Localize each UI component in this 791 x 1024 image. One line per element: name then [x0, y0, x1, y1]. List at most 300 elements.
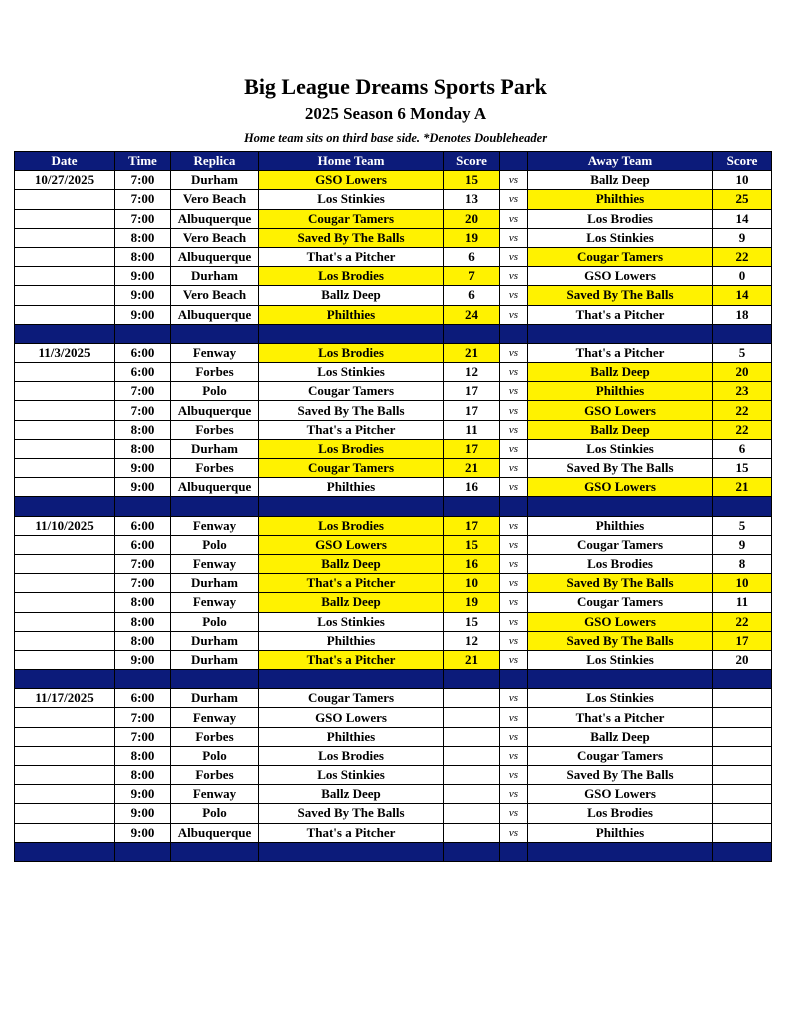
replica-cell: Forbes — [171, 459, 259, 478]
game-row — [15, 305, 772, 324]
date-cell — [15, 382, 115, 401]
away-score-cell — [713, 689, 772, 708]
game-row — [15, 382, 772, 401]
replica-cell: Albuquerque — [171, 401, 259, 420]
away-team-cell: Los Brodies — [528, 554, 713, 573]
away-score-cell: 6 — [713, 439, 772, 458]
game-row — [15, 228, 772, 247]
home-score-cell: 16 — [444, 554, 500, 573]
home-team-cell: Cougar Tamers — [259, 459, 444, 478]
away-score-cell: 11 — [713, 593, 772, 612]
date-cell — [15, 823, 115, 842]
separator-cell — [115, 670, 171, 689]
vs-label: vs — [500, 190, 528, 209]
replica-cell: Albuquerque — [171, 823, 259, 842]
home-score-cell — [444, 785, 500, 804]
home-score-cell: 15 — [444, 612, 500, 631]
replica-cell: Forbes — [171, 727, 259, 746]
time-cell: 9:00 — [115, 459, 171, 478]
away-team-cell: Saved By The Balls — [528, 631, 713, 650]
date-cell — [15, 363, 115, 382]
game-row — [15, 746, 772, 765]
time-cell: 8:00 — [115, 228, 171, 247]
home-score-cell: 6 — [444, 286, 500, 305]
home-team-cell: Cougar Tamers — [259, 689, 444, 708]
game-row — [15, 171, 772, 190]
home-team-cell: Ballz Deep — [259, 785, 444, 804]
schedule-body — [15, 171, 772, 862]
home-score-cell: 12 — [444, 631, 500, 650]
vs-label: vs — [500, 535, 528, 554]
away-team-cell: Cougar Tamers — [528, 746, 713, 765]
away-score-cell — [713, 823, 772, 842]
home-score-cell — [444, 689, 500, 708]
date-cell — [15, 267, 115, 286]
away-score-cell: 22 — [713, 612, 772, 631]
time-cell: 9:00 — [115, 823, 171, 842]
away-team-cell: Ballz Deep — [528, 171, 713, 190]
home-team-cell: Saved By The Balls — [259, 228, 444, 247]
home-score-cell: 11 — [444, 420, 500, 439]
time-cell: 8:00 — [115, 593, 171, 612]
date-cell — [15, 535, 115, 554]
vs-label: vs — [500, 420, 528, 439]
time-cell: 7:00 — [115, 209, 171, 228]
away-score-cell: 10 — [713, 574, 772, 593]
separator-cell — [444, 324, 500, 343]
replica-cell: Vero Beach — [171, 286, 259, 305]
home-score-cell — [444, 823, 500, 842]
date-cell — [15, 286, 115, 305]
separator-cell — [528, 497, 713, 516]
away-score-cell: 8 — [713, 554, 772, 573]
time-cell: 7:00 — [115, 190, 171, 209]
date-cell — [15, 612, 115, 631]
away-team-cell: GSO Lowers — [528, 401, 713, 420]
time-cell: 8:00 — [115, 439, 171, 458]
away-team-cell: GSO Lowers — [528, 267, 713, 286]
col-header-date: Date — [15, 152, 115, 171]
date-cell — [15, 631, 115, 650]
vs-label: vs — [500, 708, 528, 727]
home-team-cell: GSO Lowers — [259, 708, 444, 727]
time-cell: 7:00 — [115, 382, 171, 401]
date-cell — [15, 401, 115, 420]
home-team-cell: GSO Lowers — [259, 171, 444, 190]
home-score-cell — [444, 746, 500, 765]
away-team-cell: GSO Lowers — [528, 612, 713, 631]
separator-cell — [259, 497, 444, 516]
replica-cell: Fenway — [171, 343, 259, 362]
home-score-cell: 21 — [444, 459, 500, 478]
replica-cell: Durham — [171, 267, 259, 286]
separator-cell — [500, 497, 528, 516]
replica-cell: Fenway — [171, 708, 259, 727]
separator-cell — [259, 324, 444, 343]
replica-cell: Albuquerque — [171, 305, 259, 324]
away-team-cell: Ballz Deep — [528, 420, 713, 439]
game-row — [15, 804, 772, 823]
replica-cell: Polo — [171, 804, 259, 823]
separator-cell — [444, 497, 500, 516]
replica-cell: Forbes — [171, 420, 259, 439]
home-team-cell: Saved By The Balls — [259, 804, 444, 823]
away-team-cell: Saved By The Balls — [528, 459, 713, 478]
vs-label: vs — [500, 343, 528, 362]
time-cell: 9:00 — [115, 305, 171, 324]
separator-cell — [115, 842, 171, 861]
replica-cell: Durham — [171, 650, 259, 669]
vs-label: vs — [500, 439, 528, 458]
away-score-cell — [713, 708, 772, 727]
home-score-cell: 12 — [444, 363, 500, 382]
week-separator-row — [15, 324, 772, 343]
date-cell — [15, 420, 115, 439]
game-row — [15, 401, 772, 420]
home-score-cell: 6 — [444, 247, 500, 266]
replica-cell: Durham — [171, 631, 259, 650]
time-cell: 9:00 — [115, 286, 171, 305]
time-cell: 9:00 — [115, 267, 171, 286]
vs-label: vs — [500, 209, 528, 228]
home-score-cell: 17 — [444, 439, 500, 458]
away-team-cell: That's a Pitcher — [528, 708, 713, 727]
away-team-cell: Los Stinkies — [528, 689, 713, 708]
date-cell — [15, 746, 115, 765]
separator-cell — [528, 670, 713, 689]
away-score-cell: 22 — [713, 247, 772, 266]
game-row — [15, 631, 772, 650]
separator-cell — [500, 324, 528, 343]
home-team-cell: Los Brodies — [259, 516, 444, 535]
separator-cell — [713, 324, 772, 343]
time-cell: 9:00 — [115, 785, 171, 804]
date-cell — [15, 247, 115, 266]
home-team-cell: Los Stinkies — [259, 766, 444, 785]
game-row — [15, 478, 772, 497]
away-score-cell: 17 — [713, 631, 772, 650]
separator-cell — [171, 842, 259, 861]
time-cell: 7:00 — [115, 708, 171, 727]
vs-label: vs — [500, 554, 528, 573]
away-score-cell: 21 — [713, 478, 772, 497]
game-row — [15, 612, 772, 631]
date-cell — [15, 708, 115, 727]
home-score-cell: 7 — [444, 267, 500, 286]
game-row — [15, 363, 772, 382]
home-score-cell — [444, 727, 500, 746]
time-cell: 8:00 — [115, 247, 171, 266]
vs-label: vs — [500, 785, 528, 804]
time-cell: 6:00 — [115, 535, 171, 554]
home-score-cell: 17 — [444, 382, 500, 401]
home-team-cell: Los Stinkies — [259, 612, 444, 631]
away-score-cell: 14 — [713, 209, 772, 228]
home-team-cell: Philthies — [259, 478, 444, 497]
away-score-cell: 20 — [713, 650, 772, 669]
time-cell: 6:00 — [115, 363, 171, 382]
away-team-cell: Cougar Tamers — [528, 247, 713, 266]
separator-cell — [171, 324, 259, 343]
game-row — [15, 439, 772, 458]
col-header-away-team: Away Team — [528, 152, 713, 171]
time-cell: 8:00 — [115, 612, 171, 631]
game-row — [15, 343, 772, 362]
time-cell: 6:00 — [115, 343, 171, 362]
game-row — [15, 535, 772, 554]
separator-cell — [115, 497, 171, 516]
home-score-cell: 17 — [444, 516, 500, 535]
home-score-cell: 17 — [444, 401, 500, 420]
away-score-cell — [713, 746, 772, 765]
date-cell — [15, 593, 115, 612]
home-team-cell: Ballz Deep — [259, 286, 444, 305]
vs-label: vs — [500, 823, 528, 842]
away-team-cell: Ballz Deep — [528, 363, 713, 382]
date-cell — [15, 727, 115, 746]
home-team-cell: That's a Pitcher — [259, 420, 444, 439]
vs-label: vs — [500, 593, 528, 612]
replica-cell: Fenway — [171, 593, 259, 612]
home-team-cell: Los Brodies — [259, 267, 444, 286]
home-score-cell: 19 — [444, 228, 500, 247]
home-team-cell: Los Brodies — [259, 343, 444, 362]
game-row — [15, 267, 772, 286]
replica-cell: Durham — [171, 689, 259, 708]
separator-cell — [15, 842, 115, 861]
away-score-cell: 14 — [713, 286, 772, 305]
separator-cell — [259, 670, 444, 689]
away-score-cell: 5 — [713, 343, 772, 362]
home-team-cell: Cougar Tamers — [259, 209, 444, 228]
home-team-cell: Philthies — [259, 727, 444, 746]
game-row — [15, 247, 772, 266]
separator-cell — [528, 324, 713, 343]
col-header-away-score: Score — [713, 152, 772, 171]
vs-label: vs — [500, 286, 528, 305]
away-team-cell: Saved By The Balls — [528, 574, 713, 593]
date-cell: 10/27/2025 — [15, 171, 115, 190]
replica-cell: Polo — [171, 612, 259, 631]
home-team-cell: Los Brodies — [259, 746, 444, 765]
time-cell: 8:00 — [115, 746, 171, 765]
col-header-replica: Replica — [171, 152, 259, 171]
away-team-cell: Saved By The Balls — [528, 766, 713, 785]
week-separator-row — [15, 497, 772, 516]
away-team-cell: Cougar Tamers — [528, 535, 713, 554]
game-row — [15, 420, 772, 439]
home-score-cell: 21 — [444, 343, 500, 362]
game-row — [15, 516, 772, 535]
home-team-cell: Ballz Deep — [259, 593, 444, 612]
time-cell: 7:00 — [115, 727, 171, 746]
away-team-cell: That's a Pitcher — [528, 305, 713, 324]
away-score-cell: 22 — [713, 420, 772, 439]
away-team-cell: Philthies — [528, 516, 713, 535]
vs-label: vs — [500, 516, 528, 535]
vs-label: vs — [500, 247, 528, 266]
away-team-cell: GSO Lowers — [528, 478, 713, 497]
replica-cell: Forbes — [171, 766, 259, 785]
vs-label: vs — [500, 267, 528, 286]
away-score-cell: 18 — [713, 305, 772, 324]
date-cell — [15, 574, 115, 593]
home-team-cell: That's a Pitcher — [259, 823, 444, 842]
home-score-cell: 13 — [444, 190, 500, 209]
game-row — [15, 190, 772, 209]
away-team-cell: Cougar Tamers — [528, 593, 713, 612]
date-cell: 11/17/2025 — [15, 689, 115, 708]
away-score-cell: 9 — [713, 535, 772, 554]
vs-label: vs — [500, 650, 528, 669]
replica-cell: Albuquerque — [171, 247, 259, 266]
replica-cell: Vero Beach — [171, 190, 259, 209]
away-team-cell: Ballz Deep — [528, 727, 713, 746]
replica-cell: Polo — [171, 746, 259, 765]
col-header-home-score: Score — [444, 152, 500, 171]
replica-cell: Albuquerque — [171, 478, 259, 497]
away-score-cell: 10 — [713, 171, 772, 190]
home-score-cell — [444, 766, 500, 785]
home-team-cell: Los Stinkies — [259, 363, 444, 382]
time-cell: 9:00 — [115, 650, 171, 669]
separator-cell — [500, 842, 528, 861]
away-team-cell: Los Brodies — [528, 804, 713, 823]
game-row — [15, 554, 772, 573]
game-row — [15, 209, 772, 228]
vs-label: vs — [500, 804, 528, 823]
home-team-cell: Cougar Tamers — [259, 382, 444, 401]
home-team-cell: Los Brodies — [259, 439, 444, 458]
home-team-cell: Los Stinkies — [259, 190, 444, 209]
game-row — [15, 593, 772, 612]
replica-cell: Durham — [171, 439, 259, 458]
away-score-cell: 23 — [713, 382, 772, 401]
game-row — [15, 650, 772, 669]
separator-cell — [115, 324, 171, 343]
time-cell: 8:00 — [115, 631, 171, 650]
home-score-cell: 20 — [444, 209, 500, 228]
away-score-cell — [713, 785, 772, 804]
date-cell — [15, 190, 115, 209]
separator-cell — [444, 670, 500, 689]
date-cell — [15, 478, 115, 497]
away-score-cell: 20 — [713, 363, 772, 382]
home-team-cell: Philthies — [259, 305, 444, 324]
away-team-cell: Los Stinkies — [528, 650, 713, 669]
replica-cell: Fenway — [171, 785, 259, 804]
schedule-table — [14, 151, 772, 862]
home-team-cell: That's a Pitcher — [259, 247, 444, 266]
home-score-cell — [444, 708, 500, 727]
away-team-cell: That's a Pitcher — [528, 343, 713, 362]
replica-cell: Durham — [171, 574, 259, 593]
vs-label: vs — [500, 401, 528, 420]
date-cell — [15, 785, 115, 804]
date-cell — [15, 554, 115, 573]
time-cell: 7:00 — [115, 401, 171, 420]
separator-cell — [713, 670, 772, 689]
home-score-cell: 21 — [444, 650, 500, 669]
home-score-cell: 24 — [444, 305, 500, 324]
home-score-cell: 19 — [444, 593, 500, 612]
separator-cell — [500, 670, 528, 689]
vs-label: vs — [500, 363, 528, 382]
game-row — [15, 785, 772, 804]
separator-cell — [713, 497, 772, 516]
home-score-cell: 16 — [444, 478, 500, 497]
header-row — [15, 152, 772, 171]
home-team-cell: That's a Pitcher — [259, 574, 444, 593]
home-team-cell: That's a Pitcher — [259, 650, 444, 669]
vs-label: vs — [500, 574, 528, 593]
page-subtitle: 2025 Season 6 Monday A — [304, 104, 487, 123]
week-separator-row — [15, 670, 772, 689]
game-row — [15, 823, 772, 842]
vs-label: vs — [500, 171, 528, 190]
replica-cell: Fenway — [171, 516, 259, 535]
away-score-cell: 0 — [713, 267, 772, 286]
home-score-cell: 10 — [444, 574, 500, 593]
time-cell: 8:00 — [115, 766, 171, 785]
away-team-cell: Philthies — [528, 823, 713, 842]
away-team-cell: Philthies — [528, 382, 713, 401]
date-cell — [15, 439, 115, 458]
vs-label: vs — [500, 727, 528, 746]
separator-cell — [15, 497, 115, 516]
separator-cell — [15, 670, 115, 689]
game-row — [15, 727, 772, 746]
separator-cell — [259, 842, 444, 861]
home-team-cell: Ballz Deep — [259, 554, 444, 573]
vs-label: vs — [500, 305, 528, 324]
separator-cell — [713, 842, 772, 861]
away-team-cell: GSO Lowers — [528, 785, 713, 804]
date-cell — [15, 804, 115, 823]
replica-cell: Forbes — [171, 363, 259, 382]
game-row — [15, 286, 772, 305]
away-team-cell: Los Brodies — [528, 209, 713, 228]
vs-label: vs — [500, 746, 528, 765]
away-team-cell: Saved By The Balls — [528, 286, 713, 305]
replica-cell: Polo — [171, 535, 259, 554]
vs-label: vs — [500, 478, 528, 497]
away-score-cell: 5 — [713, 516, 772, 535]
col-header-time: Time — [115, 152, 171, 171]
game-row — [15, 459, 772, 478]
vs-label: vs — [500, 631, 528, 650]
date-cell — [15, 650, 115, 669]
vs-label: vs — [500, 459, 528, 478]
game-row — [15, 689, 772, 708]
home-team-cell: Saved By The Balls — [259, 401, 444, 420]
separator-cell — [171, 497, 259, 516]
time-cell: 8:00 — [115, 420, 171, 439]
away-score-cell: 25 — [713, 190, 772, 209]
replica-cell: Vero Beach — [171, 228, 259, 247]
away-score-cell — [713, 766, 772, 785]
time-cell: 9:00 — [115, 804, 171, 823]
away-team-cell: Los Stinkies — [528, 228, 713, 247]
separator-cell — [171, 670, 259, 689]
time-cell: 7:00 — [115, 574, 171, 593]
away-score-cell: 9 — [713, 228, 772, 247]
home-team-cell: Philthies — [259, 631, 444, 650]
col-header-home-team: Home Team — [259, 152, 444, 171]
game-row — [15, 708, 772, 727]
col-header-vs — [500, 152, 528, 171]
time-cell: 7:00 — [115, 554, 171, 573]
